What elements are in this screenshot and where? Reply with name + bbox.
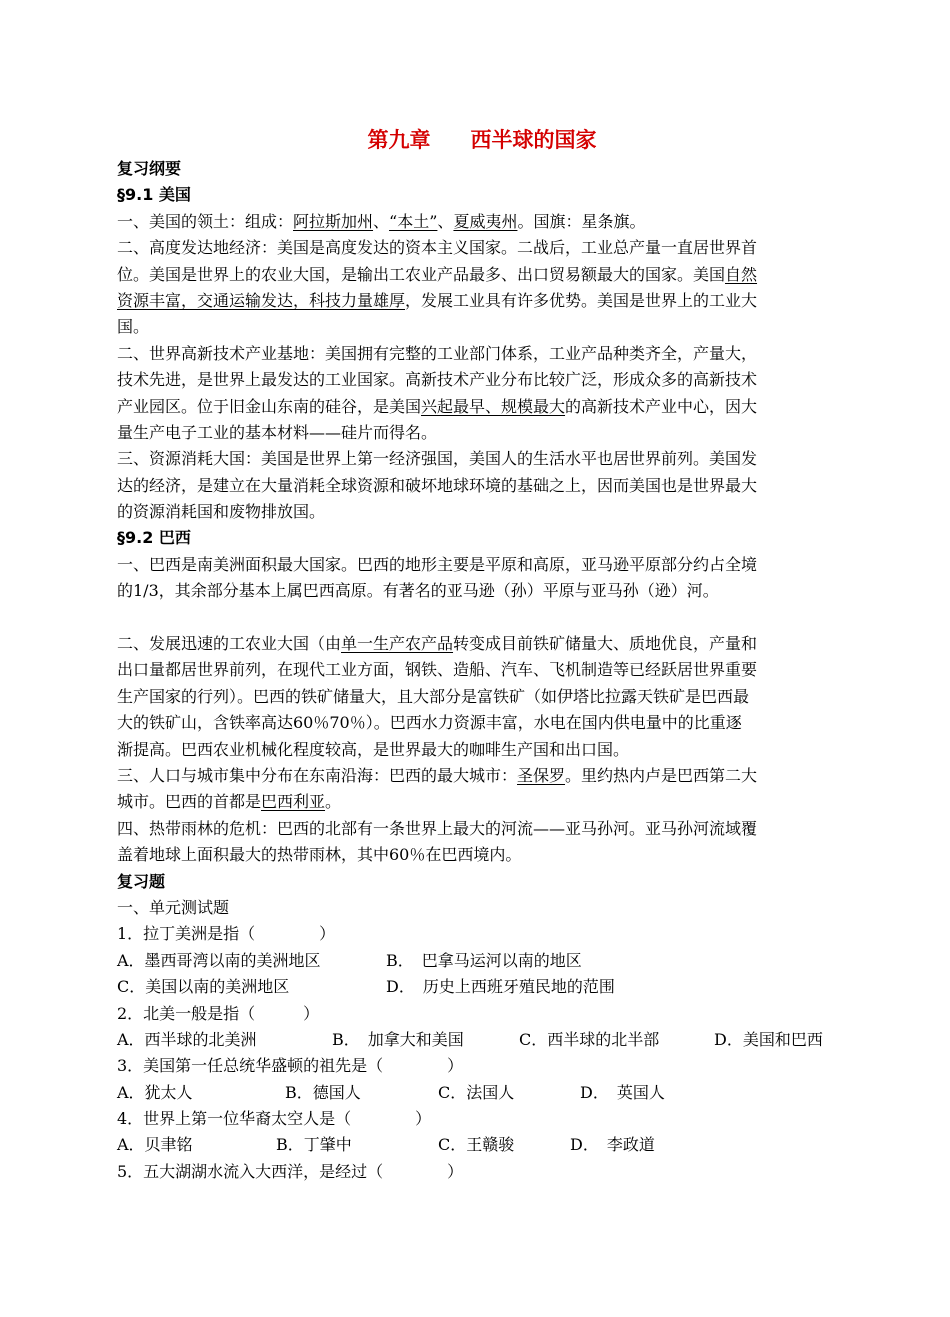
paragraph-usa-territory: 一、美国的领土：组成：阿拉斯加州、“本土”、夏威夷州。国旗：星条旗。 — [117, 211, 646, 231]
question-4 — [117, 1106, 837, 1159]
paragraph-brazil-rainforest: 四、热带雨林的危机：巴西的北部有一条世界上最大的河流——亚马孙河。亚马孙河流域覆 盖着地球上面积最大的热带雨林，其中60％在巴西境内。 — [117, 818, 758, 865]
question-5 — [117, 1159, 837, 1185]
paragraph-brazil-geography: 一、巴西是南美洲面积最大国家。巴西的地形主要是平原和高原，亚马逊平原部分约占全境 的1/3，其余部分基本上属巴西高原。有著名的亚马逊（孙）平原与亚马孙（逊）河。 — [117, 554, 758, 601]
option-a: A．墨西哥湾以南的美洲地区 — [117, 950, 321, 970]
option-c: C．西半球的北半部 — [519, 1029, 660, 1049]
option-a: A．贝聿铭 — [117, 1135, 193, 1155]
option-d: D．美国和巴西 — [714, 1029, 823, 1049]
option-d: D． 李政道 — [570, 1135, 655, 1155]
option-b: B．丁肇中 — [276, 1135, 352, 1155]
review-heading: 复习题 — [117, 871, 166, 891]
document-page — [117, 124, 837, 1185]
option-b: B．德国人 — [285, 1082, 361, 1102]
question-stem: 2．北美一般是指（ ） — [117, 1003, 320, 1023]
chapter-title — [117, 124, 837, 156]
question-2 — [117, 1001, 837, 1054]
question-stem: 4．世界上第一位华裔太空人是（ ） — [117, 1109, 432, 1129]
question-1 — [117, 921, 837, 1000]
section-heading-usa: §9.1 美国 — [117, 185, 191, 205]
section-heading-brazil: §9.2 巴西 — [117, 528, 191, 548]
blank-line — [117, 605, 837, 631]
option-a: A．西半球的北美洲 — [117, 1029, 257, 1049]
paragraph-usa-resources: 三、资源消耗大国：美国是世界上第一经济强国，美国人的生活水平也居世界前列。美国发 达的经济，是建立在大量消耗全球资源和破坏地球环境的基础之上，因而美国也是世界最大 的资源消耗国和废物排放国。 — [117, 449, 758, 522]
option-b: B． 巴拿马运河以南的地区 — [386, 950, 582, 970]
option-c: C．王赣骏 — [438, 1135, 515, 1155]
question-stem: 3．美国第一任总统华盛顿的祖先是（ ） — [117, 1056, 464, 1076]
question-stem: 1．拉丁美洲是指（ ） — [117, 924, 336, 944]
paragraph-usa-economy: 二、高度发达地经济：美国是高度发达的资本主义国家。二战后，工业总产量一直居世界首 位。美国是世界上的农业大国，是输出工农业产品最多、出口贸易额最大的国家。美国自然 资源丰富，交通运输发达，科技力量雄厚，发展工业具有许多优势。美国是世界上的工业大 国。 — [117, 238, 758, 337]
option-d: D． 历史上西班牙殖民地的范围 — [386, 977, 615, 997]
option-b: B． 加拿大和美国 — [332, 1029, 464, 1049]
paragraph-usa-hightech: 二、世界高新技术产业基地：美国拥有完整的工业部门体系，工业产品种类齐全，产量大， 技术先进，是世界上最发达的工业国家。高新技术产业分布比较广泛，形成众多的高新技术 产业园区。位于旧金山东南的硅谷，是美国兴起最早、规模最大的高新技术产业中心，因大 量生产电子工业的基本材料——硅片而得名。 — [117, 343, 758, 442]
paragraph-brazil-cities: 三、人口与城市集中分布在东南沿海：巴西的最大城市：圣保罗。里约热内卢是巴西第二大 城市。巴西的首都是巴西利亚。 — [117, 765, 758, 812]
review-subheading: 一、单元测试题 — [117, 897, 230, 917]
option-c: C．美国以南的美洲地区 — [117, 977, 290, 997]
question-stem: 5．五大湖湖水流入大西洋，是经过（ ） — [117, 1161, 464, 1181]
chapter-number: 第九章 — [367, 127, 431, 152]
outline-heading: 复习纲要 — [117, 159, 182, 178]
question-3 — [117, 1053, 837, 1106]
option-d: D． 英国人 — [580, 1082, 665, 1102]
option-c: C．法国人 — [438, 1082, 515, 1102]
option-a: A．犹太人 — [117, 1082, 193, 1102]
chapter-name: 西半球的国家 — [470, 127, 597, 152]
paragraph-brazil-industry: 二、发展迅速的工农业大国（由单一生产农产品转变成目前铁矿储量大、质地优良，产量和 出口量都居世界前列，在现代工业方面，钢铁、造船、汽车、飞机制造等已经跃居世界重要 生产国家的行列）。巴西的铁矿储量大，且大部分是富铁矿（如伊塔比拉露天铁矿是巴西最 大的铁矿山，含铁率高达60％70％）。巴西水力资源丰富，水电在国内供电量中的比重逐 渐提高。巴西农业机械化程度较高，是世界最大的咖啡生产国和出口国。 — [117, 634, 758, 759]
